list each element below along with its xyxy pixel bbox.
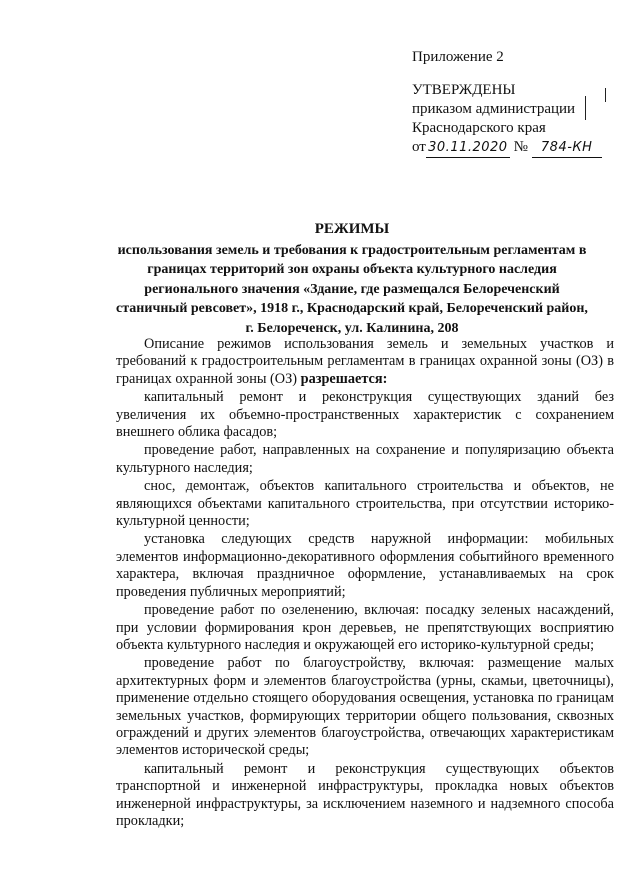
list-item: проведение работ, направленных на сохранение и популяризацию объекта культурного наследия; (116, 442, 614, 476)
subtitle-line: г. Белореченск, ул. Калинина, 208 (245, 320, 459, 336)
list-item: проведение работ по благоустройству, включая: размещение малых архитектурных форм и элементов благоустройства (урны, скамьи, цветочницы), применение отдельно стоящего оборудования освещения, установка по границам земельных участков, формирующих территории общего пользования, сквозных ограждений и других элементов благоустройства, отвечающих характеристикам элементов исторической среды; (116, 655, 614, 759)
approval-stamp-block (412, 48, 622, 158)
order-line-2: Краснодарского края (412, 120, 546, 136)
list-item: капитальный ремонт и реконструкция существующих зданий без увеличения их объемно-пространственных характеристик с сохранением внешнего облика фасадов; (116, 389, 614, 441)
intro-bold: разрешается: (300, 370, 388, 387)
intro-paragraph (116, 336, 614, 388)
subtitle-line: станичный ревсовет», 1918 г., Краснодарский край, Белореченский район, (116, 301, 588, 316)
scan-edge-mark (585, 96, 586, 120)
number-prefix: № (513, 139, 528, 155)
subtitle-line: использования земель и требования к градостроительным регламентам в (117, 242, 587, 258)
list-item: капитальный ремонт и реконструкция существующих объектов транспортной и инженерной инфраструктуры, прокладка новых объектов инженерной инфраструктуры, за исключением наземного и надземного способа прокладки; (116, 760, 614, 829)
date-prefix: от (412, 139, 426, 155)
document-body (116, 336, 614, 831)
approved-label: УТВЕРЖДЕНЫ (412, 82, 516, 98)
number-value: 784-КН (532, 138, 602, 158)
scan-edge-mark (605, 88, 606, 102)
order-line-1: приказом администрации (412, 101, 576, 117)
date-number-line (412, 138, 622, 158)
intro-text: Описание режимов использования земель и земельных участков и требований к градостроительным регламентам в границах охранной зоны (ОЗ) в границах охранной зоны (ОЗ) (116, 336, 614, 387)
list-item: проведение работ по озеленению, включая: посадку зеленых насаждений, при условии формирования крон деревьев, не препятствующих восприятию объекта культурного наследия и окружающей его историко-культурной среды; (116, 602, 614, 653)
list-item: снос, демонтаж, объектов капитального строительства и объектов, не являющихся объектами капитального строительства, при отсутствии историко-культурной ценности; (116, 478, 614, 530)
date-value: 30.11.2020 (426, 138, 510, 158)
list-item: установка следующих средств наружной информации: мобильных элементов информационно-декоративного оформления событийного временного характера, включая праздничное оформление, устанавливаемых на срок проведения публичных мероприятий; (116, 531, 614, 600)
subtitle-line: границах территорий зон охраны объекта культурного наследия (147, 262, 557, 277)
document-title (88, 220, 616, 338)
page-title: РЕЖИМЫ (314, 221, 390, 237)
appendix-label: Приложение 2 (412, 49, 504, 65)
subtitle-line: регионального значения «Здание, где размещался Белореченский (144, 281, 560, 297)
